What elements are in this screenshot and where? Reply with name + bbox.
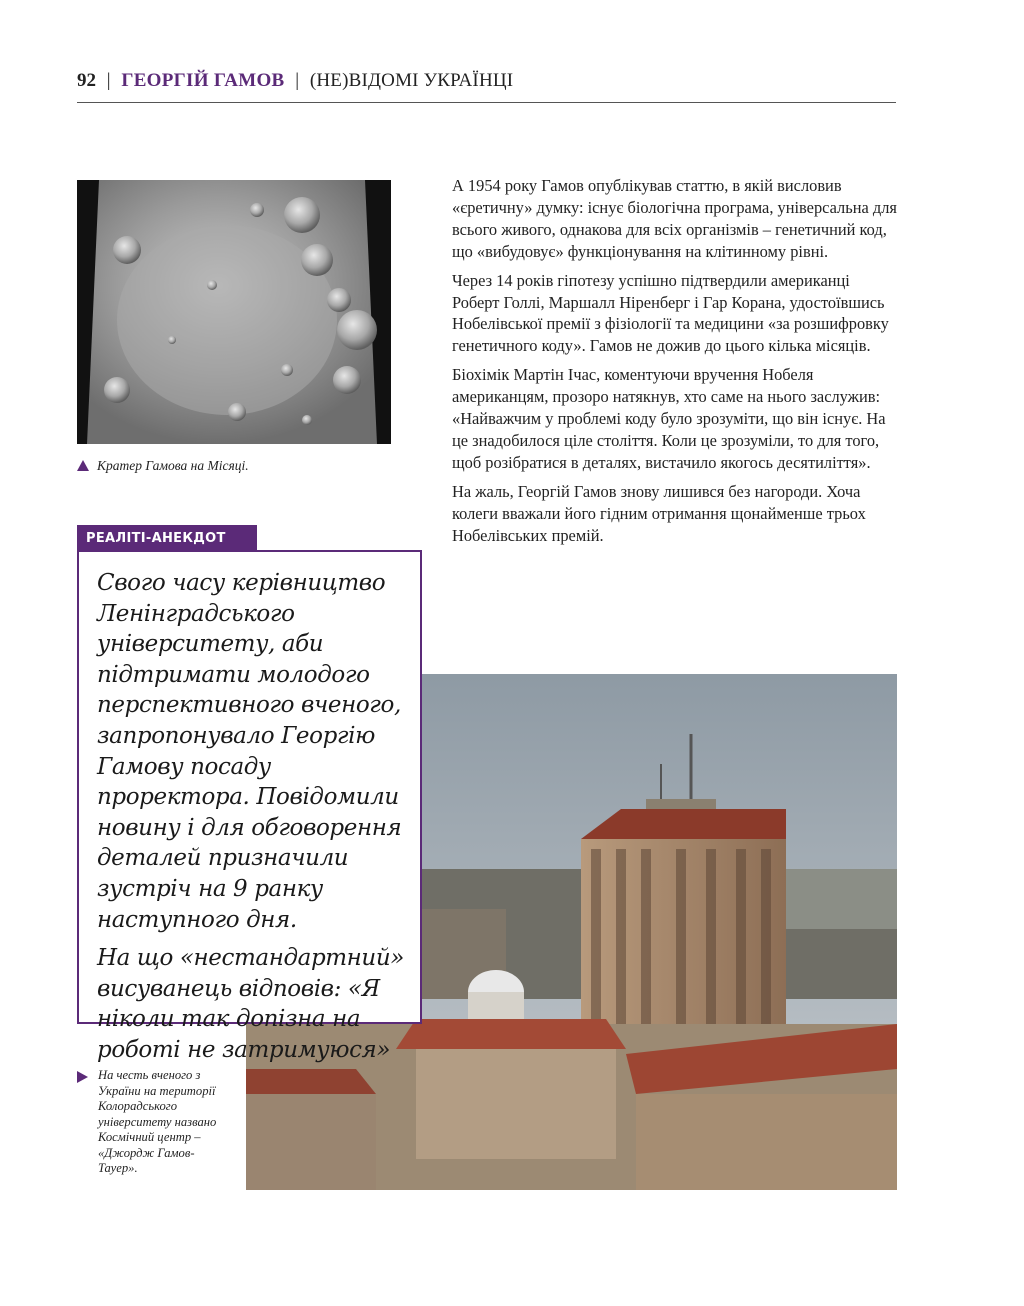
chapter-name: ГЕОРГІЙ ГАМОВ (121, 70, 285, 91)
running-header (77, 70, 897, 96)
crater-photo (77, 180, 391, 444)
header-separator: | (106, 70, 111, 91)
body-text (452, 175, 898, 554)
body-paragraph-2: Через 14 років гіпотезу успішно підтвердили американці Роберт Голлі, Маршалл Ніренберг і Гар Корана, удостоївшись Нобелівської премії з фізіології та медицини «за розшифровку генетичного коду». Гамов не дожив до цього кілька місяців. (452, 270, 889, 356)
anecdote-paragraph-2: На що «нестандартний» висуванець відповів: «Я ніколи так допізна на роботі не затримуюся» (97, 945, 404, 1063)
photo-caption (77, 1068, 227, 1177)
series-title: (НЕ)ВІДОМІ УКРАЇНЦІ (309, 70, 514, 91)
triangle-right-icon (77, 1071, 88, 1083)
photo-caption-text: На честь вченого з України на території Колорадського університету названо Космічний центр – «Джордж Гамов-Тауер». (98, 1068, 217, 1175)
triangle-up-icon (77, 460, 89, 471)
body-paragraph-1: А 1954 року Гамов опублікував статтю, в якій висловив «єретичну» думку: існує біологічна програма, універсальна для всього живого, однакова для всіх організмів – генетичний код, що «вибудовує» функціонування на клітинному рівні. (452, 176, 897, 261)
header-separator-2: | (295, 70, 300, 91)
crater-caption (77, 458, 397, 478)
crater-caption-text: Кратер Гамова на Місяці. (97, 458, 249, 473)
body-paragraph-3: Біохімік Мартін Ічас, коментуючи вручення Нобеля американцям, прозоро натякнув, хто саме на нього заслужив: «Найважчим у проблемі коду було зрозуміти, що він існує. На це знадобилося ціле століття. Коли це зрозуміли, то для того, щоб розібратися в деталях, вистачило якогось десятиліття». (452, 365, 886, 472)
header-rule (77, 102, 896, 103)
anecdote-tag: РЕАЛІТІ-АНЕКДОТ (77, 525, 257, 550)
body-paragraph-4: На жаль, Георгій Гамов знову лишився без нагороди. Хоча колеги вважали його гідним отримання щонайменше трьох Нобелівських премій. (452, 481, 866, 545)
anecdote-paragraph-1: Свого часу керівництво Ленінградського університету, аби підтримати молодого перспективного вченого, запропонувало Георгію Гамову посаду проректора. Повідомили новину і для обговорення деталей призначили зустріч на 9 ранку наступного дня. (97, 570, 402, 933)
anecdote-box (77, 550, 422, 1063)
page-number: 92 (77, 70, 96, 91)
